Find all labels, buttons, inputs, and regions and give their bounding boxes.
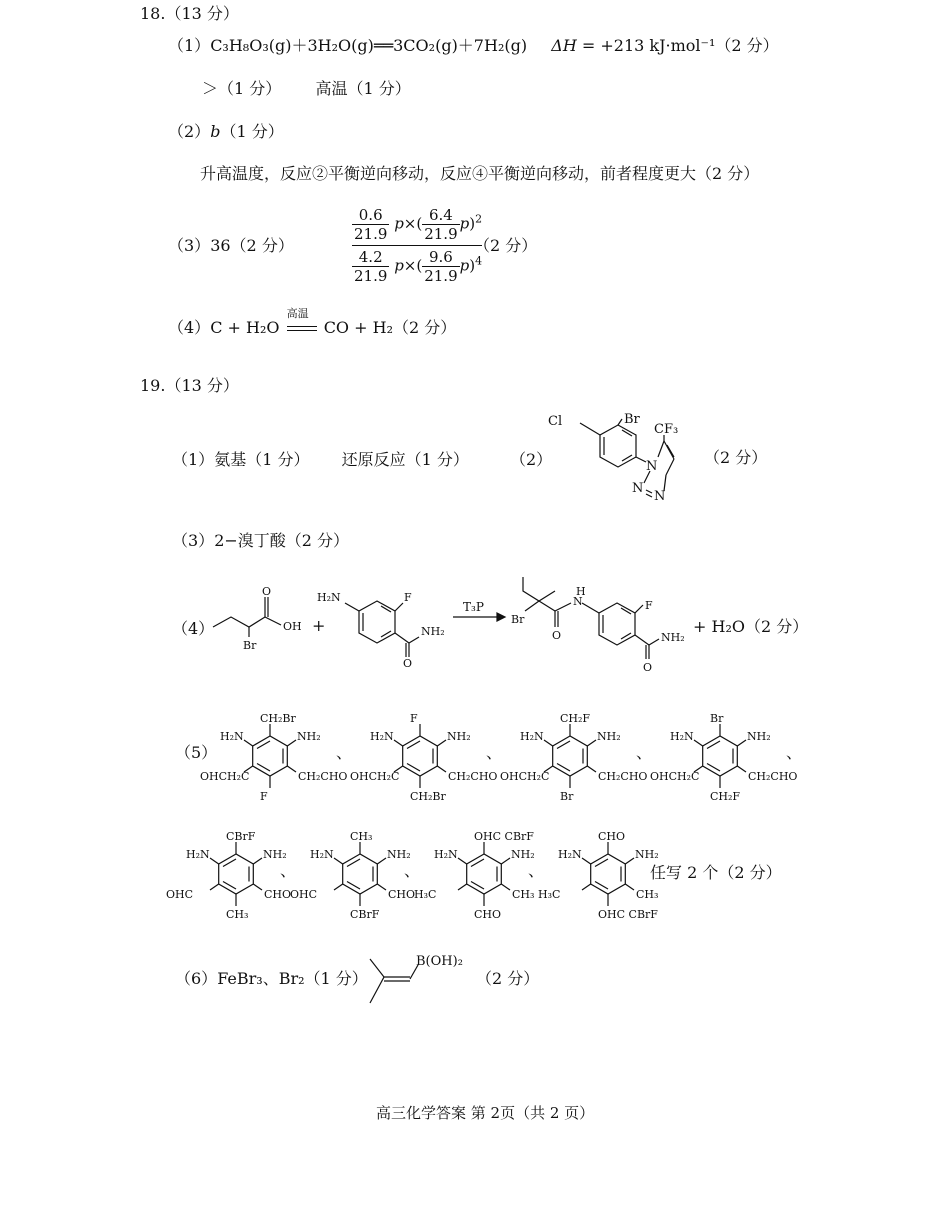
group-nh2: NH₂ [747, 730, 771, 743]
frac-a-num: 0.6 [352, 206, 389, 225]
q18-4-label: （4） [168, 318, 211, 337]
q18-1-label: （1） [168, 36, 211, 55]
frac-b-den: 21.9 [424, 225, 458, 243]
group-nh2: NH₂ [297, 730, 321, 743]
row1-isomer [350, 700, 498, 812]
q19-6-answer: FeBr₃、Br₂（1 分） [217, 969, 368, 988]
exp-top: 2 [475, 212, 483, 226]
row2-isomer [538, 818, 668, 930]
atom-f: F [404, 591, 412, 604]
group-h2n: H₂N [370, 730, 394, 743]
q19-5-note: 任写 2 个（2 分） [650, 863, 782, 882]
q19-3-line [172, 531, 349, 551]
frac-b-num: 6.4 [422, 206, 459, 225]
group-h2n: H₂N [317, 591, 341, 604]
atom-h: H [576, 585, 586, 598]
frac-d-den: 21.9 [424, 267, 458, 285]
row1-isomer [650, 700, 798, 812]
q19-1-label: （1） [172, 450, 215, 469]
substituent-right: CHO [388, 888, 416, 901]
q18-1-line [168, 36, 779, 56]
q19-2-score: （2 分） [704, 448, 768, 467]
group-h2n: H₂N [310, 848, 334, 861]
separator: 、 [636, 743, 653, 762]
atom-cl: Cl [548, 414, 563, 429]
substituent-top: CBrF [226, 830, 256, 843]
atom-o: O [262, 585, 272, 598]
group-oh: OH [283, 620, 302, 633]
atom-n1: N [646, 459, 658, 474]
frac-d-num: 9.6 [422, 248, 459, 267]
close-paren: ) [469, 214, 476, 233]
exp-bottom: 4 [475, 254, 483, 268]
isomer-row-1 [200, 700, 820, 803]
substituent-top: Br [710, 712, 724, 725]
q19-4-label: （4） [172, 619, 215, 638]
var-p: p [459, 256, 470, 275]
kp-denominator [352, 246, 482, 285]
isomer-row-2 [166, 818, 666, 930]
q18-1-score: （2 分） [715, 36, 779, 55]
q19-1-line [172, 450, 469, 470]
q18-3-answer: 36（2 分） [210, 236, 294, 255]
separator: 、 [486, 743, 503, 762]
atom-n2: N [632, 481, 644, 496]
q18-2-line [168, 122, 284, 142]
atom-n3: N [654, 489, 666, 504]
group-nh2: NH₂ [421, 625, 445, 638]
separator: 、 [404, 861, 421, 880]
q19-1-a2: 还原反应（1 分） [341, 450, 469, 469]
group-nh2: NH₂ [597, 730, 621, 743]
page-footer: 高三化学答案 第 2页（共 2 页） [376, 1104, 595, 1122]
group-h2n: H₂N [220, 730, 244, 743]
atom-br: Br [243, 639, 257, 652]
close-paren: ) [469, 256, 476, 275]
q19-2-label: （2） [510, 450, 553, 469]
q19-3-answer: 2−溴丁酸（2 分） [214, 531, 350, 550]
q19-3-label: （3） [172, 531, 215, 550]
substituent-right: CH₂CHO [748, 770, 798, 783]
substituent-bottom: CH₃ [226, 908, 249, 921]
substituent-left: OHCH₂C [500, 770, 550, 783]
group-nh2: NH₂ [447, 730, 471, 743]
atom-f2: F [645, 599, 653, 612]
row2-isomer [290, 818, 420, 930]
substituent-left: H₃C [414, 888, 437, 901]
substituent-left: OHCH₂C [650, 770, 700, 783]
var-p: p [459, 214, 470, 233]
substituent-bottom: CHO [474, 908, 502, 921]
group-h2n: H₂N [558, 848, 582, 861]
q18-3-label: （3） [168, 236, 211, 255]
q18-1-temp: 高温（1 分） [315, 79, 411, 98]
substituent-right: CH₂CHO [298, 770, 348, 783]
q18-1-dh-symbol: ΔH [551, 36, 577, 55]
q19-6-score: （2 分） [476, 969, 540, 988]
group-nh2-2: NH₂ [661, 631, 685, 644]
substituent-bottom: OHC CBrF [598, 908, 658, 921]
q19-6-label: （6） [175, 969, 218, 988]
atom-o3: O [552, 629, 562, 642]
q18-2-score: （1 分） [220, 122, 284, 141]
var-p: p [394, 214, 404, 233]
group-nh2: NH₂ [387, 848, 411, 861]
substituent-top: CH₂F [560, 712, 591, 725]
q18-1-dh-value: = +213 kJ·mol⁻¹ [581, 36, 716, 55]
q19-4-water: + H₂O（2 分） [693, 617, 809, 636]
plus-sign: + [312, 616, 326, 635]
atom-br: Br [624, 412, 640, 427]
substituent-left: OHC [166, 888, 194, 901]
group-nh2: NH₂ [511, 848, 535, 861]
row1-isomer [200, 700, 348, 812]
q18-3-score: （2 分） [474, 236, 538, 255]
separator: 、 [528, 861, 545, 880]
benzamide-ring [359, 601, 395, 643]
substituent-right: CH₃ [636, 888, 659, 901]
q18-2-answer: b [210, 122, 221, 141]
q19-2-structure [540, 405, 705, 505]
q18-4-line [168, 307, 457, 338]
substituent-left: OHCH₂C [350, 770, 400, 783]
times-open: ×( [403, 256, 423, 275]
q18-header: 18.（13 分） [140, 4, 239, 23]
substituent-bottom: Br [560, 790, 574, 803]
substituent-top: CH₃ [350, 830, 373, 843]
group-nh2: NH₂ [635, 848, 659, 861]
kp-numerator [352, 206, 482, 246]
q18-2-explanation: 升高温度，反应②平衡逆向移动，反应④平衡逆向移动，前者程度更大（2 分） [200, 164, 760, 183]
q19-1-a1: 氨基（1 分） [214, 450, 310, 469]
atom-o4: O [643, 661, 653, 674]
separator: 、 [336, 743, 353, 762]
group-h2n: H₂N [434, 848, 458, 861]
substituent-bottom: F [260, 790, 268, 803]
group-cf3: CF₃ [654, 422, 679, 437]
q18-4-rhs: CO + H₂（2 分） [323, 318, 457, 337]
butanoic-chain [213, 617, 265, 627]
substituent-right: CH₂CHO [598, 770, 648, 783]
q19-5-label: （5） [175, 743, 218, 762]
benzene-ring [600, 425, 636, 467]
frac-c-num: 4.2 [352, 248, 389, 267]
equilibrium-sign [285, 307, 319, 338]
separator: 、 [786, 743, 803, 762]
q18-3-line [168, 236, 294, 256]
var-p: p [394, 256, 404, 275]
substituent-right: CH₃ [512, 888, 535, 901]
group-nh2: NH₂ [263, 848, 287, 861]
substituent-right: CHO [264, 888, 292, 901]
row1-isomer [500, 700, 648, 812]
q18-4-condition: 高温 [286, 307, 309, 320]
substituent-bottom: CH₂Br [410, 790, 446, 803]
group-h2n: H₂N [520, 730, 544, 743]
atom-n: N [573, 595, 583, 608]
atom-br2: Br [511, 613, 525, 626]
q19-6-line [175, 969, 368, 989]
q18-4-lhs: C + H₂O [210, 318, 280, 337]
q19-header: 19.（13 分） [140, 376, 239, 395]
group-h2n: H₂N [186, 848, 210, 861]
substituent-left: OHC [290, 888, 318, 901]
q18-3-kp-expression [352, 206, 482, 285]
q18-1-equation: C₃H₈O₃(g)＋3H₂O(g)══3CO₂(g)＋7H₂(g) [210, 36, 528, 55]
substituent-left: OHCH₂C [200, 770, 250, 783]
isobutenyl-branch [370, 959, 384, 1003]
q19-6-boronic-acid [366, 945, 476, 1007]
row2-isomer [414, 818, 544, 930]
substituent-top: F [410, 712, 418, 725]
row2-isomer [166, 818, 296, 930]
substituent-top: CHO [598, 830, 626, 843]
q18-1-line2 [202, 79, 411, 99]
atom-o2: O [403, 657, 413, 670]
group-h2n: H₂N [670, 730, 694, 743]
group-boron: B(OH)₂ [416, 954, 463, 969]
frac-c-den: 21.9 [354, 267, 388, 285]
separator: 、 [280, 861, 297, 880]
product-ring [599, 603, 635, 645]
reagent-t3p: T₃P [463, 600, 484, 614]
substituent-left: H₃C [538, 888, 561, 901]
product-chain [523, 577, 555, 601]
q18-1-sign: ＞（1 分） [202, 79, 282, 98]
frac-a-den: 21.9 [354, 225, 388, 243]
substituent-right: CH₂CHO [448, 770, 498, 783]
substituent-top: OHC CBrF [474, 830, 534, 843]
substituent-bottom: CH₂F [710, 790, 741, 803]
substituent-bottom: CBrF [350, 908, 380, 921]
substituent-top: CH₂Br [260, 712, 296, 725]
q18-2-label: （2） [168, 122, 211, 141]
times-open: ×( [403, 214, 423, 233]
